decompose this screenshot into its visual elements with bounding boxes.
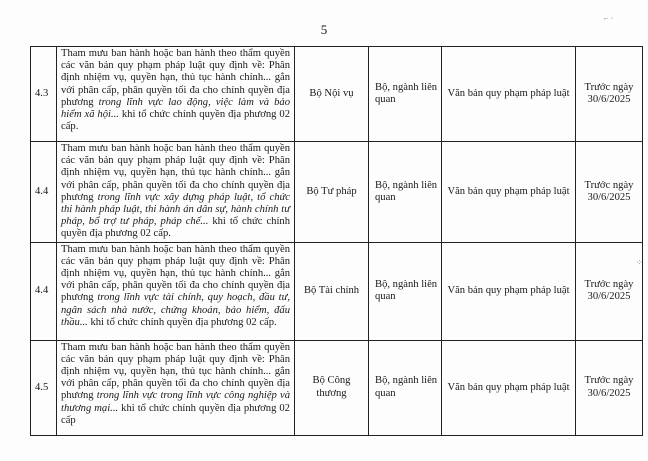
task-lead: Tham mưu ban hành hoặc ban hành theo thẩm quyền các văn bản quy phạm pháp luật quy định về: Phân định nhiệm vụ, quyền hạn, thủ tục hành chính... gắn với phân cấp, phân quyền tối đa cho chính quyền địa phương: [61, 341, 290, 402]
task-field: trong lĩnh vực lao động, việc làm và bảo hiểm xã hội...: [61, 96, 290, 121]
lead-agency: Bộ Tài chính: [295, 242, 369, 340]
task-tail: khi tổ chức chính quyền địa phương 02 cấp.: [61, 109, 290, 133]
task-tail: khi tổ chức chính quyền địa phương 02 cấp: [61, 402, 290, 426]
coordinating-agency: Bộ, ngành liên quan: [369, 340, 442, 435]
coordinating-agency: Bộ, ngành liên quan: [369, 47, 442, 142]
scan-mark: ⌐ ·: [604, 14, 614, 23]
task-field: trong lĩnh vực trong lĩnh vực công nghiệp và thương mại...: [61, 390, 290, 414]
row-number: 4.3: [31, 47, 57, 142]
task-field: trong lĩnh vực xây dựng pháp luật, tổ chức thi hành pháp luật, thi hành án dân sự, hành chính tư pháp, bổ trợ tư pháp, pháp chế...: [61, 191, 290, 228]
table-row: [31, 242, 643, 340]
task-description: [57, 47, 295, 142]
task-description: [57, 242, 295, 340]
product-type: Văn bản quy phạm pháp luật: [442, 340, 576, 435]
task-field: trong lĩnh vực tài chính, quy hoạch, đầu tư, ngân sách nhà nước, chứng khoán, bảo hiểm, đấu thầu...: [61, 292, 291, 328]
row-number: 4.5: [31, 340, 57, 435]
task-description: [57, 142, 295, 243]
task-lead: Tham mưu ban hành hoặc ban hành theo thẩm quyền các văn bản quy phạm pháp luật quy định về: Phân định nhiệm vụ, quyền hạn, thủ tục hành chính... gắn với phân cấp, phân quyền tối đa cho chính quyền địa phương: [61, 143, 290, 203]
deadline: Trước ngày 30/6/2025: [576, 142, 643, 243]
deadline: Trước ngày 30/6/2025: [576, 47, 643, 142]
coordinating-agency: Bộ, ngành liên quan: [369, 242, 442, 340]
row-number: 4.4: [31, 242, 57, 340]
lead-agency: Bộ Tư pháp: [295, 142, 369, 243]
page-number: 5: [320, 22, 328, 37]
deadline: Trước ngày 30/6/2025: [576, 242, 643, 340]
product-type: Văn bản quy phạm pháp luật: [442, 47, 576, 142]
task-tail: khi tổ chức chính quyền địa phương 02 cấp.: [61, 216, 290, 240]
product-type: Văn bản quy phạm pháp luật: [442, 242, 576, 340]
deadline: Trước ngày 30/6/2025: [576, 340, 643, 435]
table-row: [31, 47, 643, 142]
task-lead: Tham mưu ban hành hoặc ban hành theo thẩm quyền các văn bản quy phạm pháp luật quy định về: Phân định nhiệm vụ, quyền hạn, thủ tục hành chính... gắn với phân cấp, phân quyền tối đa cho chính quyền địa phương: [61, 48, 290, 108]
table-row: [31, 340, 643, 435]
task-lead: Tham mưu ban hành hoặc ban hành theo thẩm quyền các văn bản quy phạm pháp luật quy định về: Phân định nhiệm vụ, quyền hạn, thủ tục hành chính... gắn với phân cấp, phân quyền tối đa cho chính quyền địa phương: [61, 243, 290, 304]
table-row: [31, 142, 643, 243]
task-table: [30, 46, 643, 436]
product-type: Văn bản quy phạm pháp luật: [442, 142, 576, 243]
lead-agency: Bộ Nội vụ: [295, 47, 369, 142]
scan-mark: ⁘: [636, 258, 643, 267]
row-number: 4.4: [31, 142, 57, 243]
task-tail: khi tổ chức chính quyền địa phương 02 cấp.: [90, 316, 277, 328]
task-description: [57, 340, 295, 435]
coordinating-agency: Bộ, ngành liên quan: [369, 142, 442, 243]
lead-agency: Bộ Công thương: [295, 340, 369, 435]
